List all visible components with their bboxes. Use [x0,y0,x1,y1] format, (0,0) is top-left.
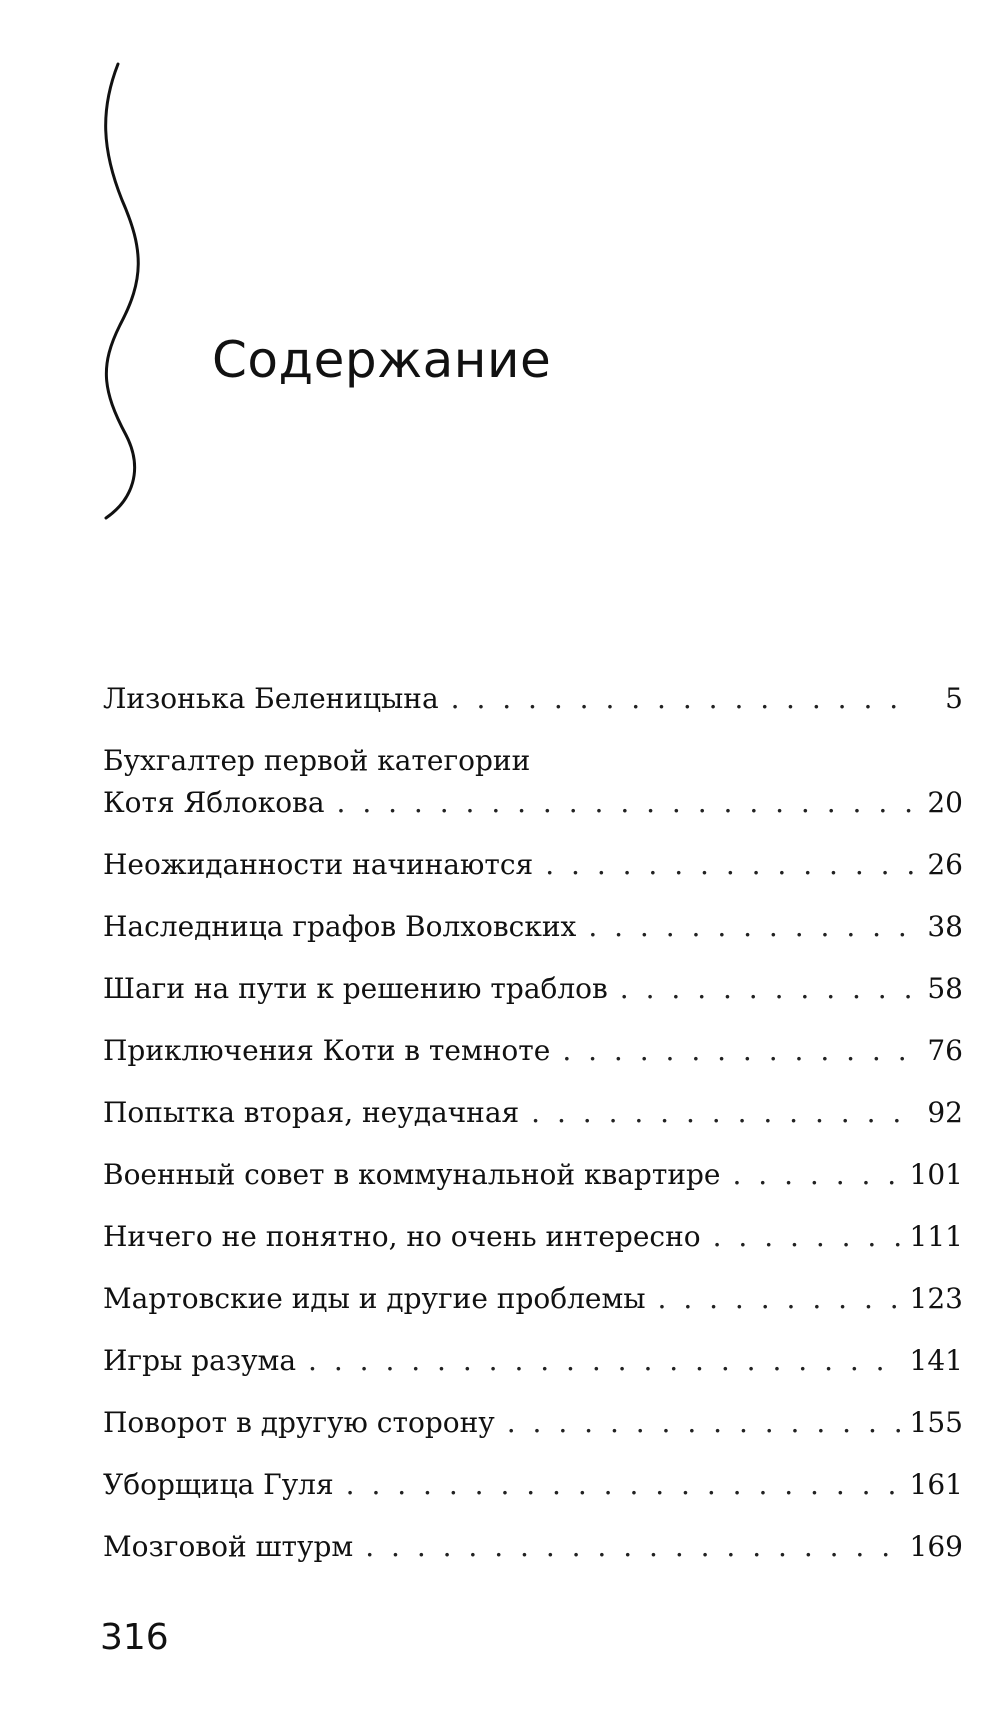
dot-leader [507,1402,904,1444]
dot-leader [365,1526,903,1568]
toc-entry-page: 141 [909,1344,963,1377]
dot-leader [451,678,917,720]
page-title: Содержание [212,331,552,389]
toc-entry [103,968,963,1010]
dot-leader [620,968,917,1010]
toc-entry-page: 58 [927,972,963,1005]
toc-entry-title: Уборщица Гуля [103,1468,334,1501]
toc-entry-title: Мартовские иды и другие проблемы [103,1282,646,1315]
toc-entry [103,1154,963,1196]
toc-entry [103,1464,963,1506]
toc-entry [103,1030,963,1072]
toc-entry [103,1278,963,1320]
toc-entry-title: Игры разума [103,1344,297,1377]
toc-entry-title: Лизонька Беленицына [103,682,439,715]
dot-leader [733,1154,904,1196]
toc-entry-page: 26 [927,848,963,881]
toc-entry-title: Попытка вторая, неудачная [103,1096,520,1129]
toc-entry-title: Наследница графов Волховских [103,910,577,943]
toc-entry [103,844,963,886]
wavy-line-ornament [92,60,162,520]
toc-entry-page: 123 [909,1282,963,1315]
toc-entry-title: Поворот в другую сторону [103,1406,495,1439]
dot-leader [308,1340,904,1382]
toc-entry-title: Ничего не понятно, но очень интересно [103,1220,701,1253]
dot-leader [531,1092,917,1134]
table-of-contents [103,678,963,1588]
toc-entry-title: Приключения Коти в темноте [103,1034,551,1067]
toc-entry-page: 5 [945,682,963,715]
dot-leader [562,1030,917,1072]
toc-entry [103,1402,963,1444]
toc-entry [103,740,963,824]
toc-entry-page: 38 [927,910,963,943]
toc-entry-title: Мозговой штурм [103,1530,354,1563]
toc-entry-title: Военный совет в коммунальной квартире [103,1158,721,1191]
toc-entry-title: Неожиданности начинаются [103,848,534,881]
toc-entry-page: 111 [909,1220,963,1253]
toc-entry [103,1216,963,1258]
toc-entry [103,1526,963,1568]
dot-leader [588,906,917,948]
toc-entry [103,678,963,720]
toc-entry [103,1340,963,1382]
dot-leader [545,844,917,886]
toc-entry-page: 76 [927,1034,963,1067]
toc-entry-page: 92 [927,1096,963,1129]
page-number: 316 [100,1617,169,1658]
dot-leader [346,1464,904,1506]
toc-entry [103,906,963,948]
dot-leader [337,782,917,824]
toc-entry-page: 101 [909,1158,963,1191]
dot-leader [713,1216,904,1258]
toc-entry-page: 155 [909,1406,963,1439]
toc-entry [103,1092,963,1134]
toc-entry-title: Котя Яблокова [103,786,325,819]
toc-entry-page: 161 [909,1468,963,1501]
toc-entry-title-line1: Бухгалтер первой категории [103,744,531,777]
dot-leader [658,1278,904,1320]
toc-entry-page: 20 [927,786,963,819]
toc-entry-title: Шаги на пути к решению траблов [103,972,608,1005]
toc-entry-page: 169 [909,1530,963,1563]
